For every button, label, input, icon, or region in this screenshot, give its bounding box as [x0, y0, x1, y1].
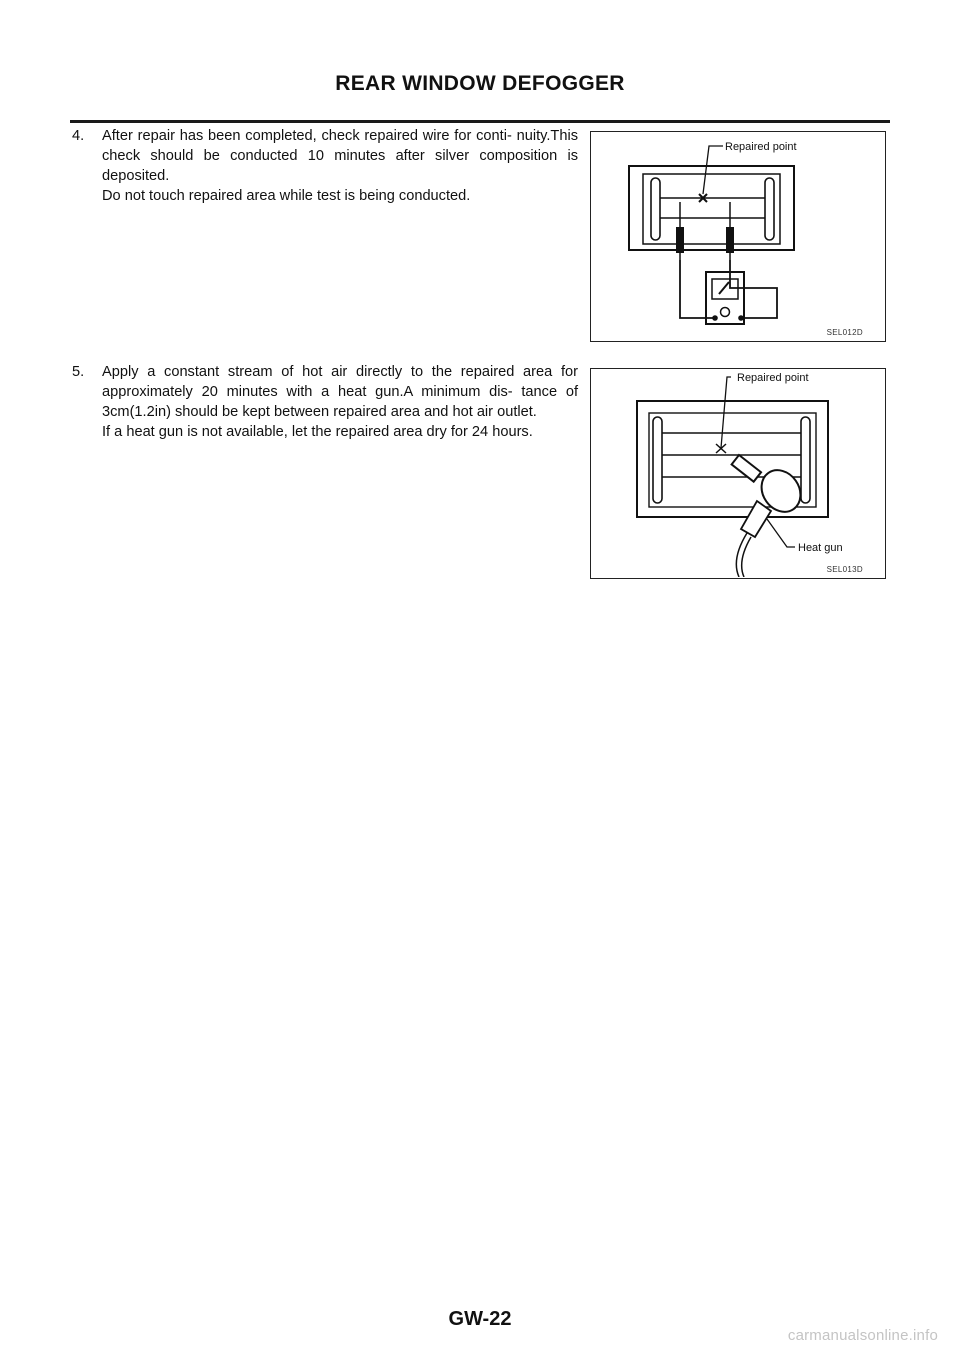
- watermark: carmanualsonline.info: [787, 1327, 938, 1344]
- continuity-check-diagram: [591, 132, 884, 340]
- step-paragraph: Do not touch repaired area while test is being conducted.: [102, 188, 471, 204]
- figure-heat-gun: [590, 368, 886, 579]
- title-divider: [70, 120, 890, 123]
- step-paragraph: If a heat gun is not available, let the repaired area dry for 24 hours.: [102, 424, 533, 440]
- step-number: 5.: [72, 364, 85, 380]
- step-number: 4.: [72, 128, 85, 144]
- step-4: [72, 126, 578, 206]
- repaired-point-label: Repaired point: [725, 141, 797, 153]
- heat-gun-label: Heat gun: [798, 542, 843, 554]
- step-5: [72, 362, 578, 442]
- page-number: GW-22: [448, 1308, 512, 1330]
- step-paragraph: After repair has been completed, check repaired wire for conti- nuity.This check should be conducted 10 minutes after silver composition is deposited.: [102, 128, 578, 184]
- step-paragraph: Apply a constant stream of hot air directly to the repaired area for approximately 20 minutes with a heat gun.A minimum dis- tance of 3cm(1.2in) should be kept between repaired area and hot air outlet.: [102, 364, 578, 420]
- figure-code: SEL013D: [826, 565, 863, 574]
- figure-continuity-check: [590, 131, 886, 342]
- figure-code: SEL012D: [826, 328, 863, 337]
- repaired-point-label: Repaired point: [737, 372, 809, 384]
- heat-gun-diagram: [591, 369, 884, 577]
- page-title: REAR WINDOW DEFOGGER: [335, 72, 625, 95]
